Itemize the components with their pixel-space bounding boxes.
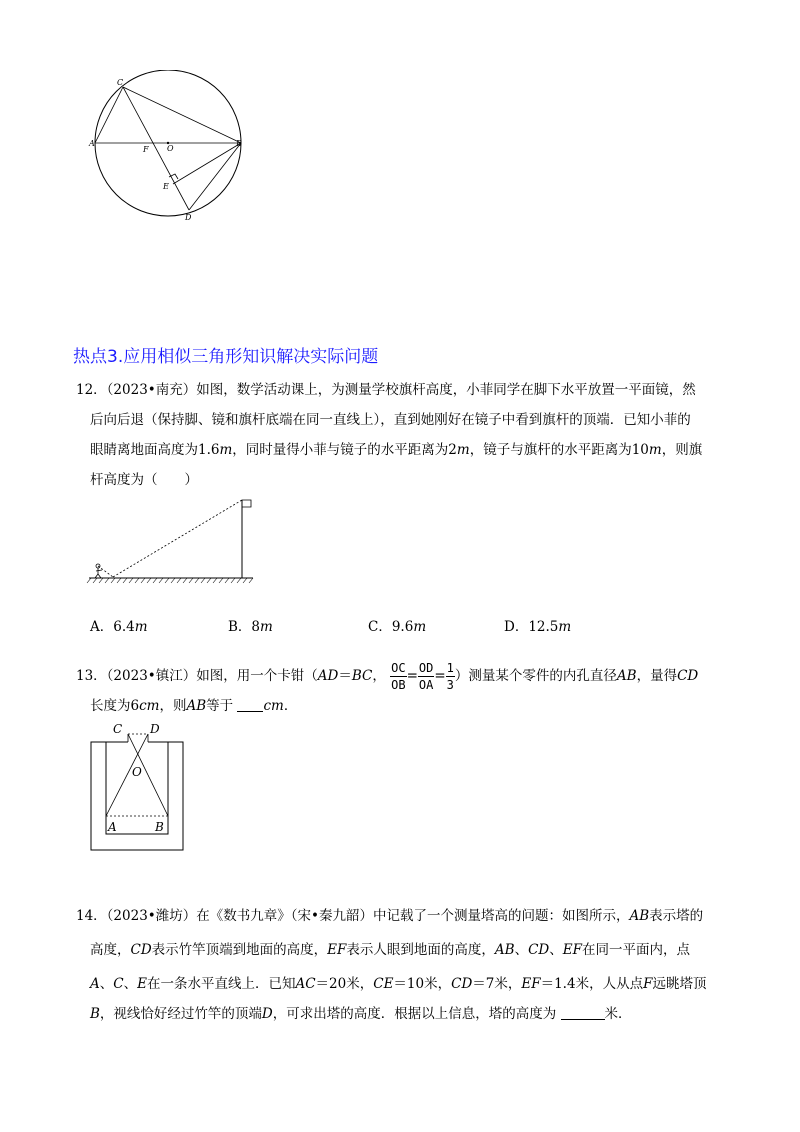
- answer-blank[interactable]: [237, 697, 263, 712]
- caliper-figure: [88, 718, 188, 853]
- q14-line1: 14．（2023•潍坊）在《数书九章》（宋•秦九韶）中记载了一个测量塔高的问题：如图所示，AB表示塔的: [76, 908, 704, 924]
- label-f: F: [143, 145, 149, 154]
- label-d2: D: [150, 722, 160, 736]
- fraction-oc-ob: $\frac{OC}{OB}$: [391, 661, 406, 692]
- q12-line4: 杆高度为（ ）: [90, 472, 198, 488]
- q12-line3: 眼睛离地面高度为1.6m，同时量得小菲与镜子的水平距离为2m，镜子与旗杆的水平距离为10m，则旗: [90, 442, 703, 458]
- q12-line1: 12．（2023•南充）如图，数学活动课上，为测量学校旗杆高度，小菲同学在脚下水平放置一平面镜，然: [76, 382, 696, 398]
- q12-line2: 后向后退（保持脚、镜和旗杆底端在同一直线上），直到她刚好在镜子中看到旗杆的顶端．已知小菲的: [90, 412, 691, 428]
- circle-figure: [85, 70, 245, 230]
- flagpole-figure: [85, 490, 260, 585]
- label-b: B: [236, 139, 242, 148]
- q13-line2: 长度为6cm，则AB等于 cm．: [90, 698, 298, 714]
- label-o2: O: [132, 765, 142, 779]
- answer-blank-q14[interactable]: [561, 1005, 605, 1020]
- label-b2: B: [155, 820, 164, 834]
- fraction-one-third: $\frac{1}{3}$: [446, 661, 454, 692]
- option-c[interactable]: C．9.6m: [368, 619, 427, 635]
- q14-line2: 高度，CD表示竹竿顶端到地面的高度，EF表示人眼到地面的高度，AB、CD、EF在同一平面内，点: [90, 942, 690, 958]
- label-a: A: [89, 139, 95, 148]
- q14-line4: B，视线恰好经过竹竿的顶端D，可求出塔的高度．根据以上信息，塔的高度为 米．: [90, 1006, 632, 1022]
- section-title: 热点3.应用相似三角形知识解决实际问题: [73, 347, 379, 367]
- q13-line1: 13．（2023•镇江）如图，用一个卡钳（AD＝BC， $\frac{OC}{OB}$ = $\frac{OD}{OA}$ = $\frac{1}{3}$ ）测量某个零件的内孔直径AB，量得CD: [76, 661, 699, 692]
- label-a2: A: [108, 820, 117, 834]
- q14-line3: A、C、E在一条水平直线上．已知AC＝20米，CE＝10米，CD＝7米，EF＝1.4米，人从点F远眺塔顶: [90, 976, 707, 992]
- label-c: C: [117, 78, 124, 87]
- label-d: D: [185, 213, 192, 222]
- option-d[interactable]: D．12.5m: [504, 619, 572, 635]
- option-a[interactable]: A．6.4m: [90, 619, 148, 635]
- fraction-od-oa: $\frac{OD}{OA}$: [418, 661, 434, 692]
- option-b[interactable]: B．8m: [228, 619, 273, 635]
- label-e: E: [163, 182, 169, 191]
- label-c2: C: [113, 722, 123, 736]
- label-o: O: [167, 144, 174, 153]
